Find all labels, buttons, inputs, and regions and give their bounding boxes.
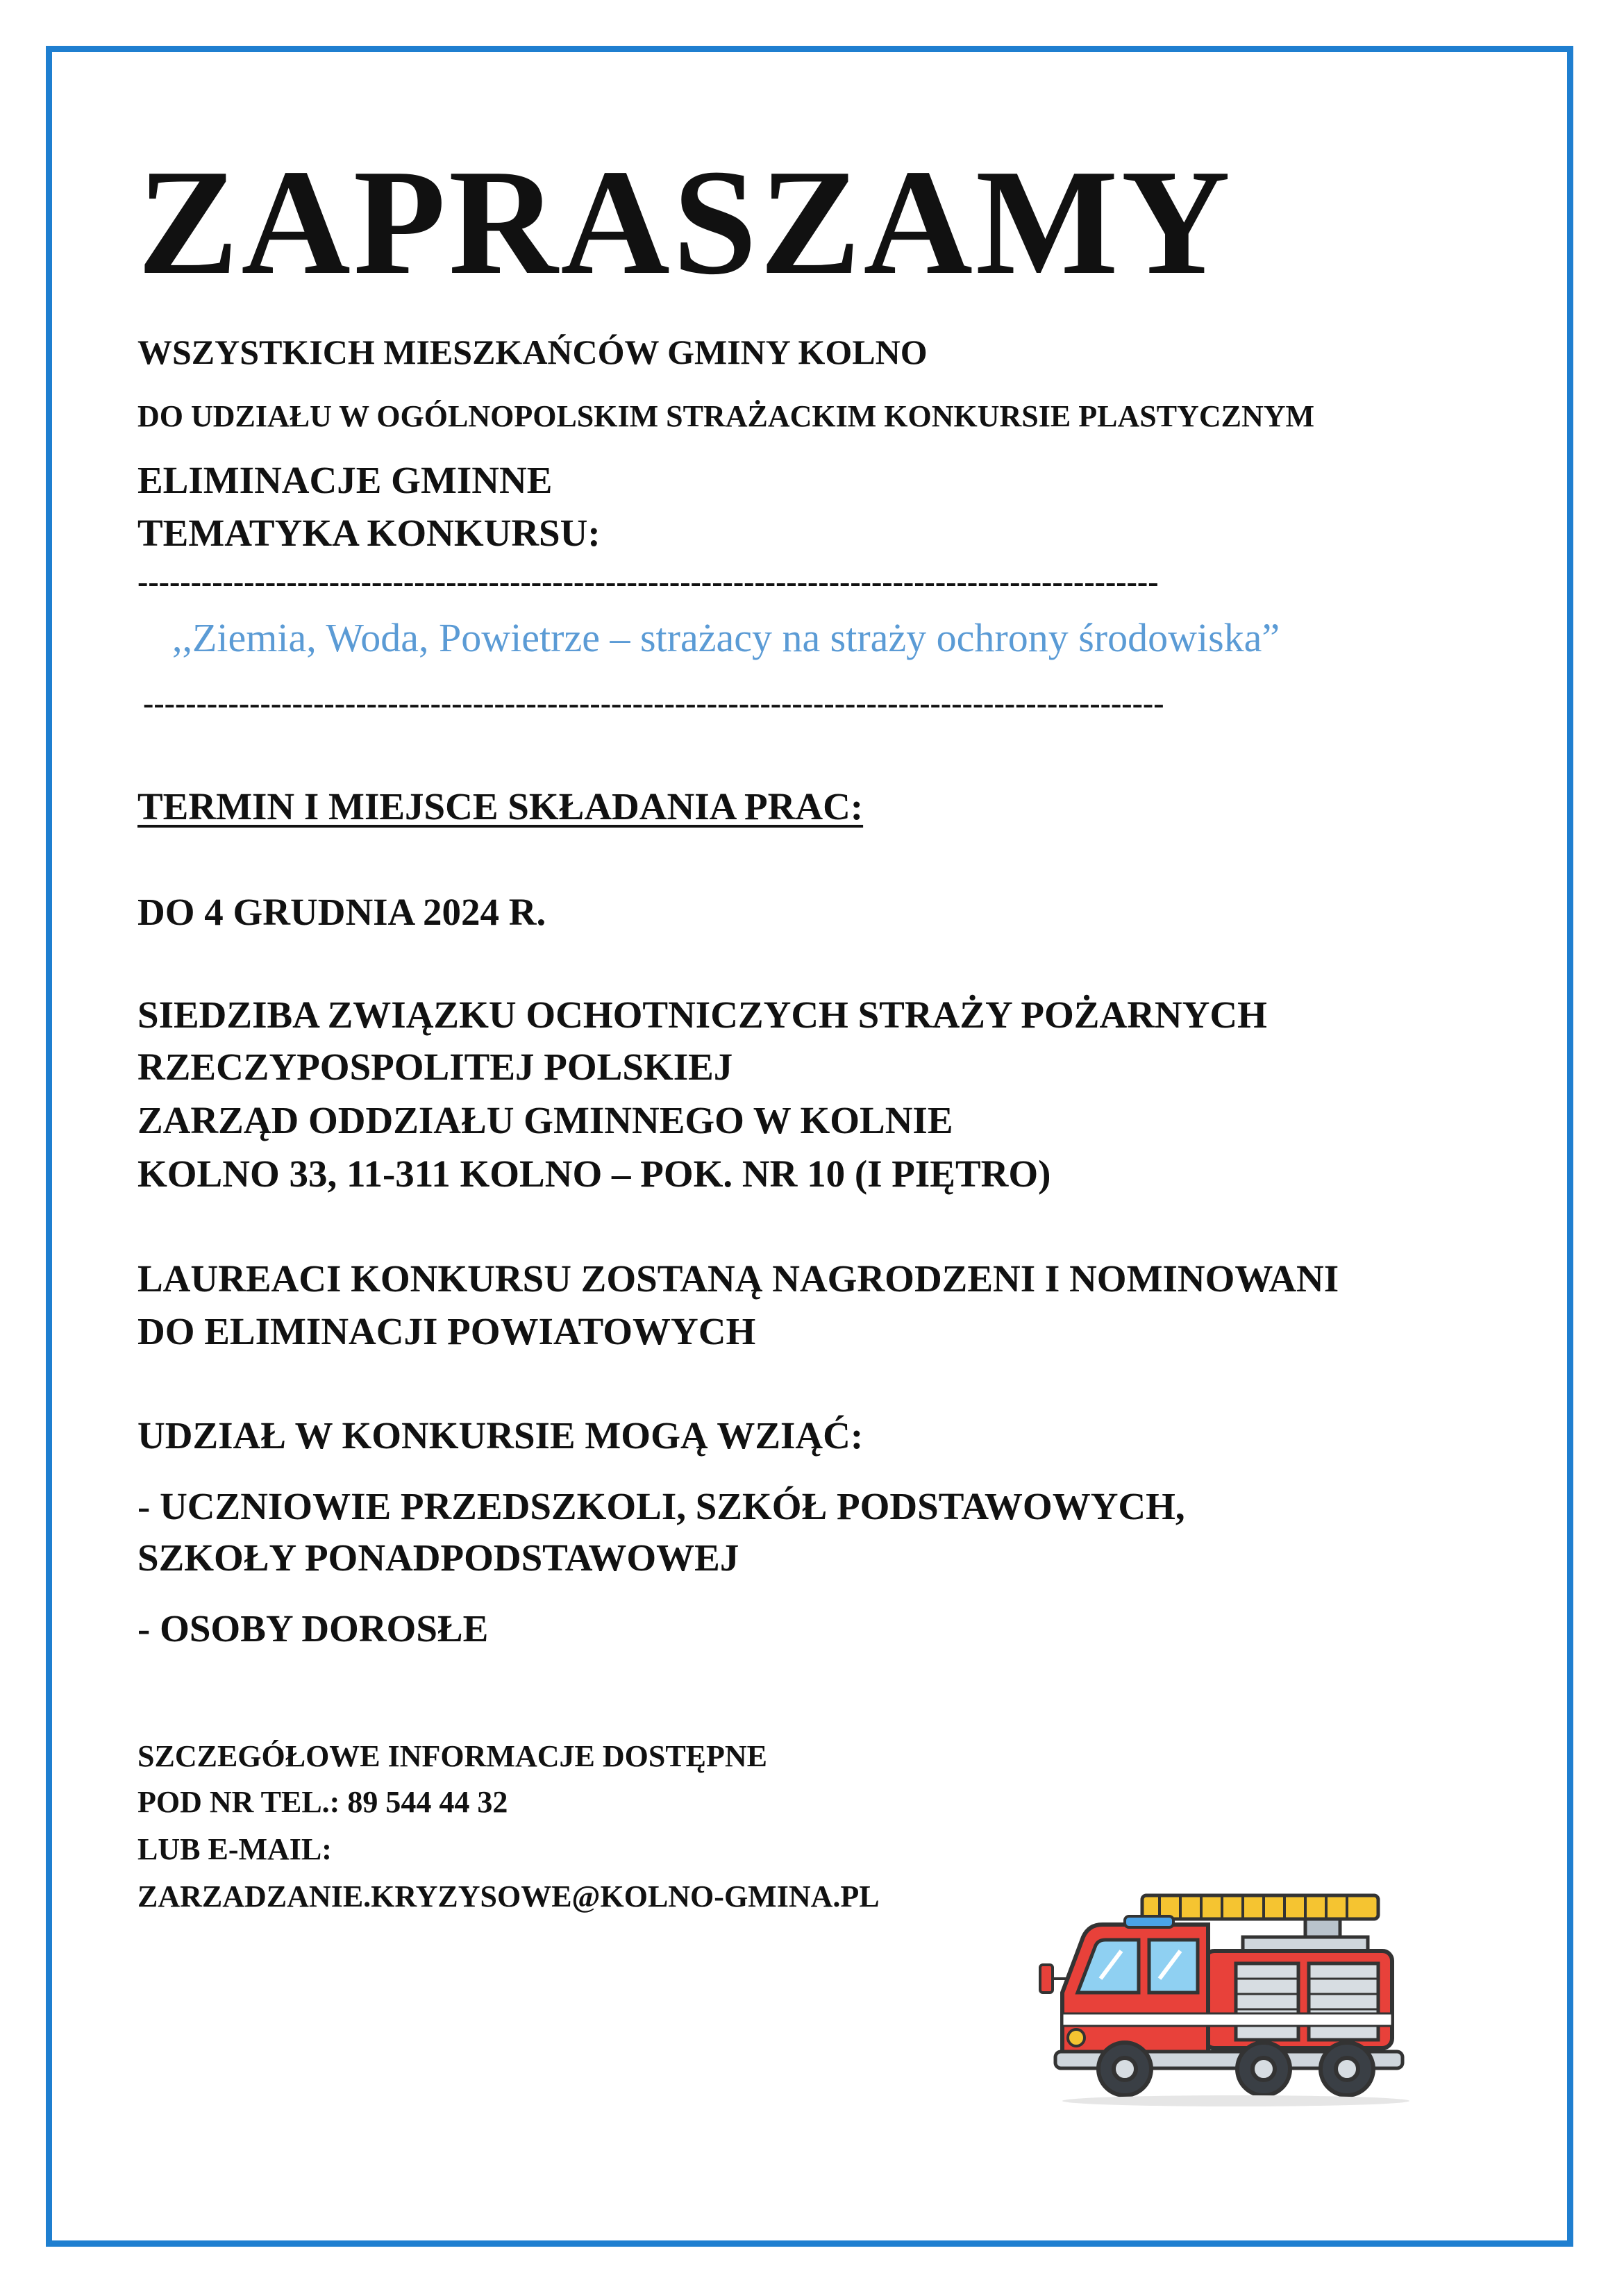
- poster-title: ZAPRASZAMY: [137, 139, 1234, 306]
- participants-item: SZKOŁY PONADPODSTAWOWEJ: [137, 1536, 739, 1579]
- contact-line: SZCZEGÓŁOWE INFORMACJE DOSTĘPNE: [137, 1739, 768, 1773]
- laureates-line: LAUREACI KONKURSU ZOSTANĄ NAGRODZENI I NOMINOWANI: [137, 1257, 1339, 1300]
- eliminations-line: ELIMINACJE GMINNE: [137, 459, 553, 501]
- theme-heading: TEMATYKA KONKURSU:: [137, 512, 601, 554]
- address-line: ZARZĄD ODDZIAŁU GMINNEGO W KOLNIE: [137, 1099, 953, 1141]
- contest-theme-quote: ,,Ziemia, Woda, Powietrze – strażacy na straży ochrony środowiska”: [172, 615, 1280, 660]
- laureates-line: DO ELIMINACJI POWIATOWYCH: [137, 1310, 756, 1352]
- submission-deadline: DO 4 GRUDNIA 2024 R.: [137, 891, 546, 933]
- address-line: RZECZYPOSPOLITEJ POLSKIEJ: [137, 1046, 733, 1088]
- invitation-line: WSZYSTKICH MIESZKAŃCÓW GMINY KOLNO: [137, 333, 928, 371]
- participants-item: - UCZNIOWIE PRZEDSZKOLI, SZKÓŁ PODSTAWOWYCH,: [137, 1485, 1185, 1527]
- submission-heading: TERMIN I MIEJSCE SKŁADANIA PRAC:: [137, 785, 864, 828]
- fire-truck-icon: [1035, 1882, 1423, 2111]
- contact-line: POD NR TEL.: 89 544 44 32: [137, 1785, 508, 1819]
- address-line: SIEDZIBA ZWIĄZKU OCHOTNICZYCH STRAŻY POŻARNYCH: [137, 994, 1267, 1036]
- contact-line: LUB E-MAIL:: [137, 1832, 332, 1866]
- dashed-separator-bottom: ------------------------------------------------------------------------------------------------: [143, 687, 1164, 719]
- participants-heading: UDZIAŁ W KONKURSIE MOGĄ WZIĄĆ:: [137, 1414, 864, 1457]
- address-line: KOLNO 33, 11-311 KOLNO – POK. NR 10 (I PIĘTRO): [137, 1153, 1051, 1195]
- contest-line: DO UDZIAŁU W OGÓLNOPOLSKIM STRAŻACKIM KONKURSIE PLASTYCZNYM: [137, 399, 1315, 433]
- participants-item: - OSOBY DOROSŁE: [137, 1607, 489, 1650]
- contact-email: ZARZADZANIE.KRYZYSOWE@KOLNO-GMINA.PL: [137, 1879, 880, 1913]
- dashed-separator-top: ------------------------------------------------------------------------------------------------: [137, 566, 1159, 598]
